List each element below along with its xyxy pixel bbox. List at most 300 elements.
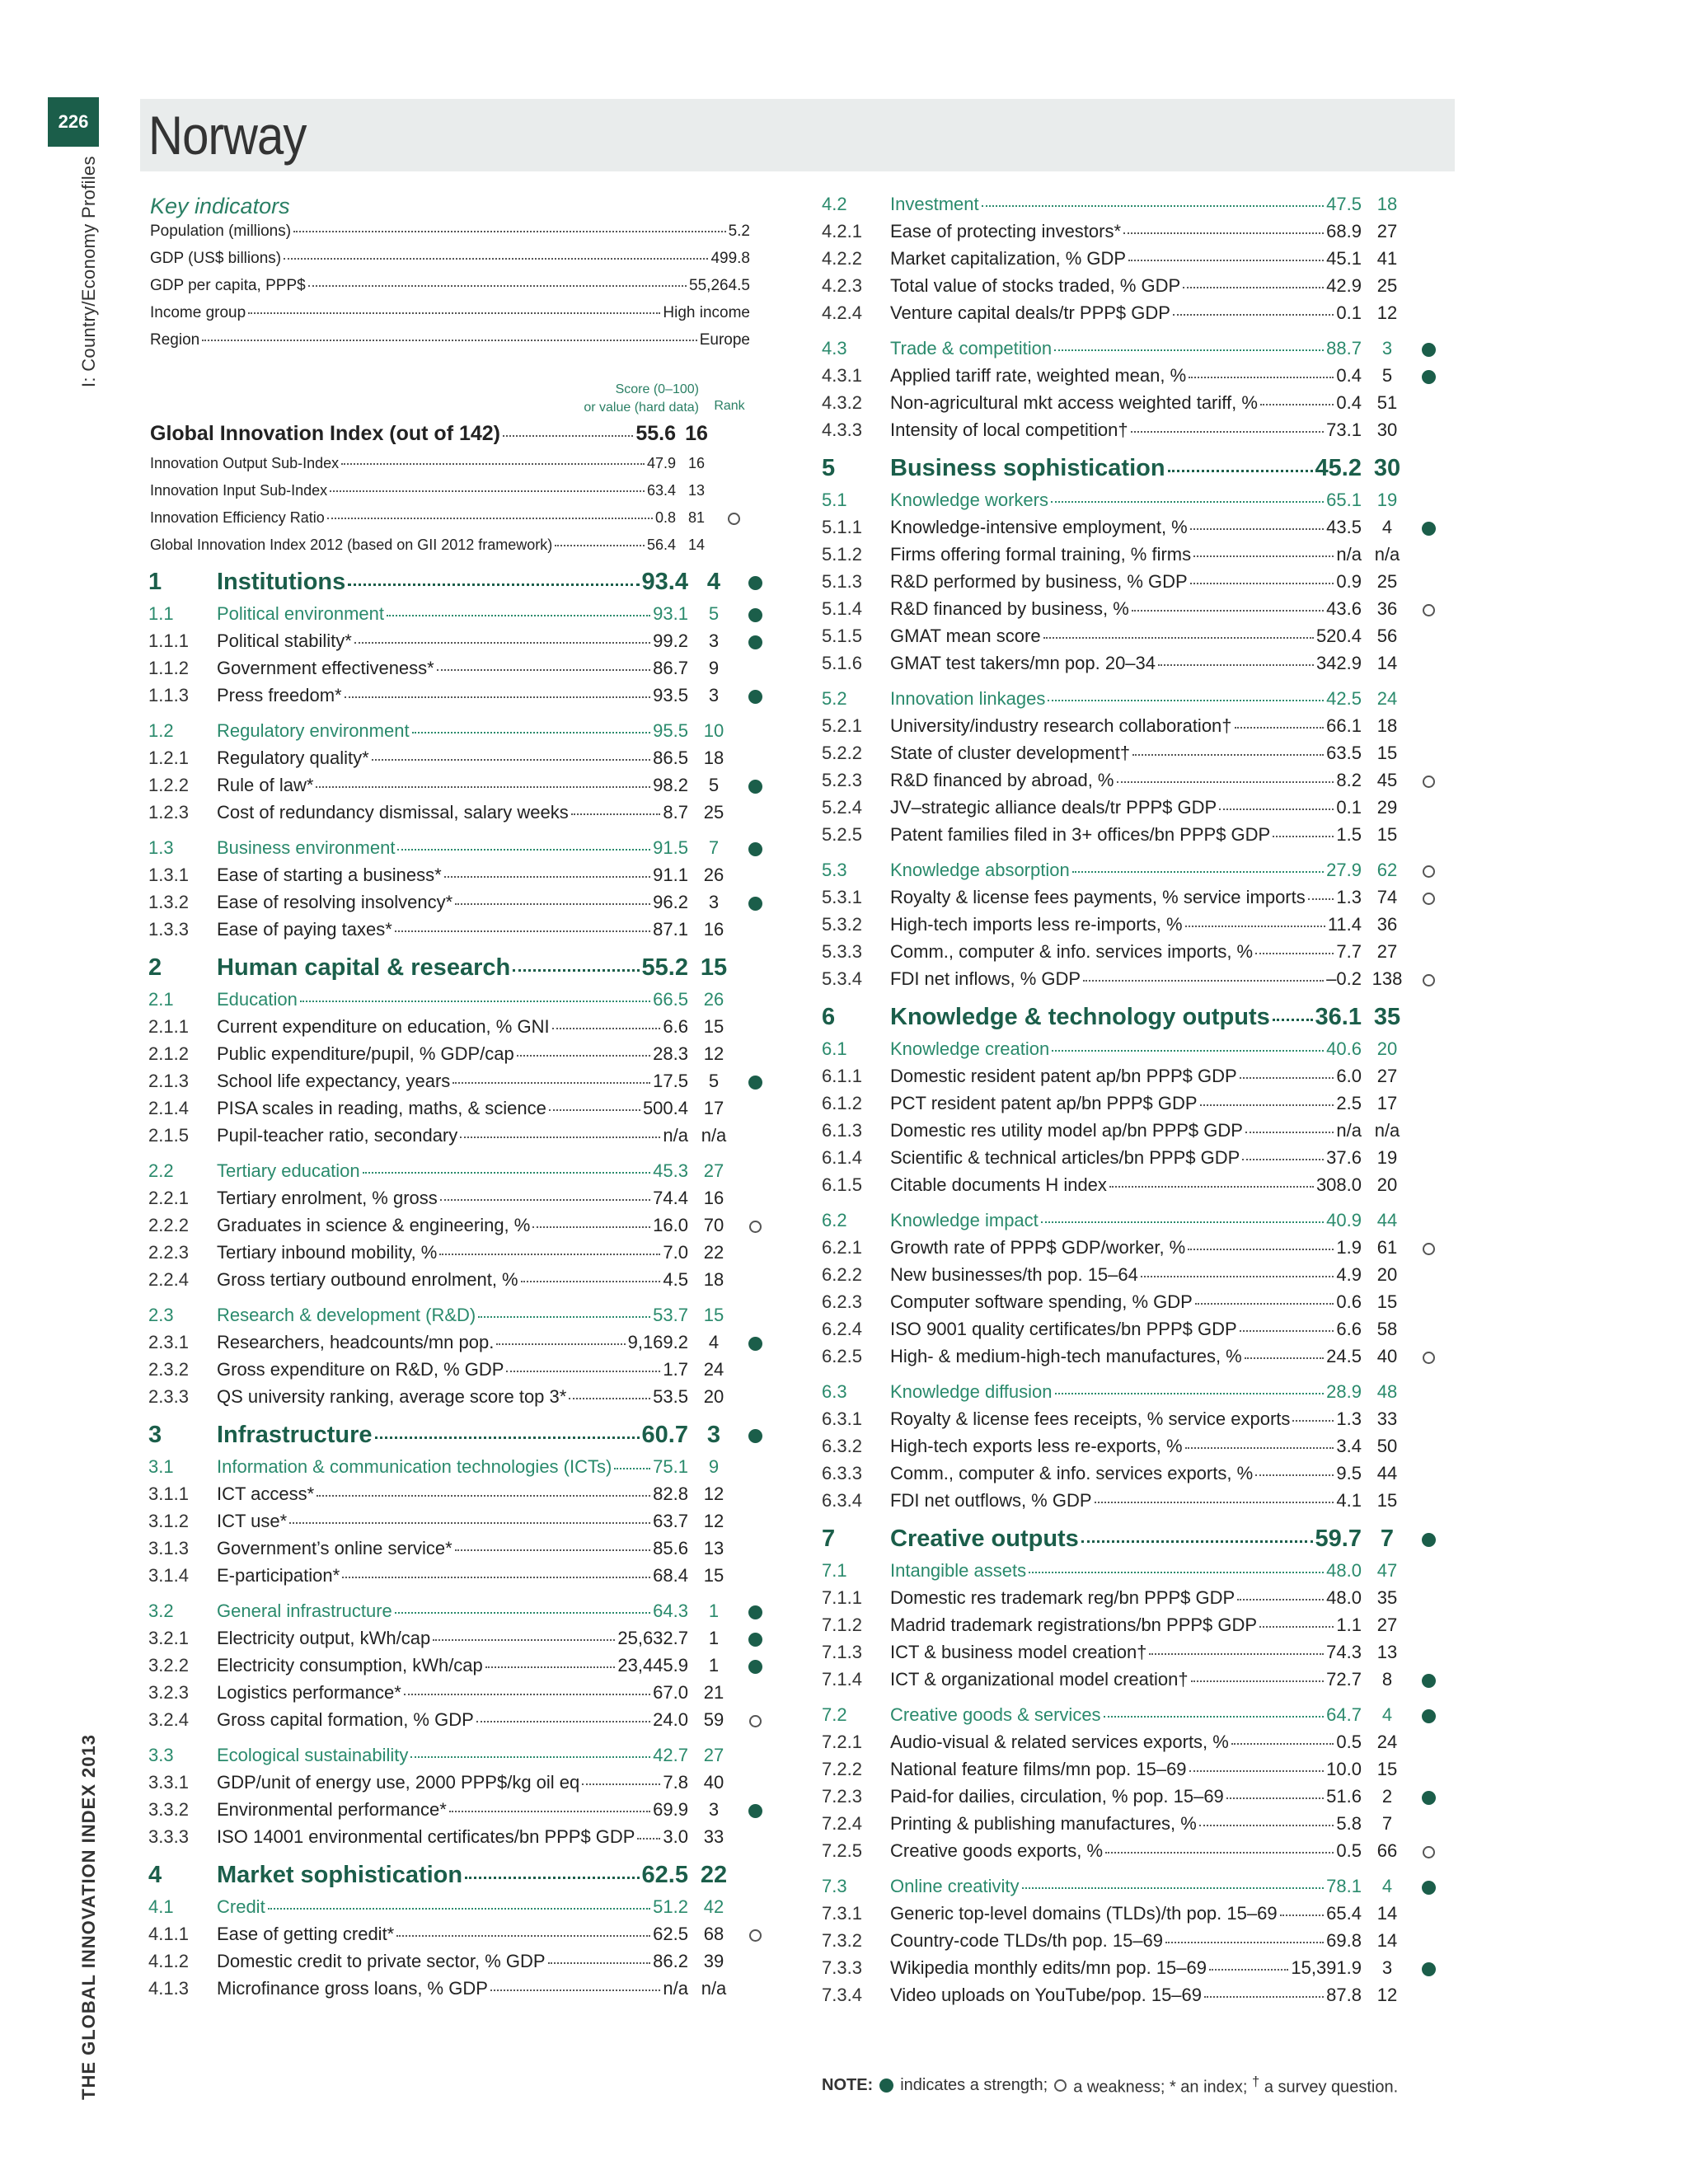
indicator-number: 5.3: [822, 860, 847, 880]
indicator-number: 4.2: [822, 194, 847, 214]
indicator-value: 6.6: [663, 1016, 688, 1037]
label-wrap: [217, 569, 688, 596]
indicator-value: 7.7: [1336, 941, 1362, 962]
indicator-label: Country-code TLDs/th pop. 15–69: [890, 1930, 1164, 1951]
indicator-rank: 33: [1376, 1408, 1398, 1429]
dot-leader: [1193, 555, 1334, 557]
indicator-row: [148, 1799, 771, 1826]
indicator-rank: 62: [1376, 860, 1398, 880]
label-wrap: [217, 837, 688, 859]
indicator-rank: 15: [1376, 1490, 1398, 1511]
dot-leader: [1081, 1540, 1313, 1543]
indicator-number: 7.2.3: [822, 1786, 862, 1807]
indicator-label: Political stability*: [217, 630, 352, 651]
indicator-label: Electricity output, kWh/cap: [217, 1628, 431, 1648]
indicator-rank: 14: [1376, 1930, 1398, 1951]
indicator-section: [822, 455, 1444, 680]
indicator-label: State of cluster development†: [890, 743, 1131, 763]
indicator-row: [148, 1098, 771, 1125]
strength-marker-icon: [748, 635, 762, 649]
indicator-row: [822, 1120, 1444, 1147]
marker-cell: [1413, 1959, 1444, 1977]
marker-cell: [1413, 861, 1444, 879]
indicator-rank: 59: [703, 1709, 724, 1730]
indicator-label: Firms offering formal training, % firms: [890, 544, 1192, 565]
indicator-value: n/a: [1336, 1120, 1362, 1141]
indicator-value: n/a: [663, 1978, 688, 1999]
indicator-number: 6.3.4: [822, 1490, 862, 1511]
dot-leader: [1195, 1303, 1334, 1305]
indicator-rank: 19: [1376, 490, 1398, 510]
indicator-label: Video uploads on YouTube/pop. 15–69: [890, 1985, 1203, 2005]
indicator-label: ISO 9001 quality certificates/bn PPP$ GDP: [890, 1319, 1237, 1339]
key-indicator-value: 55,264.5: [689, 277, 750, 294]
label-wrap: [890, 1210, 1362, 1231]
indicator-rank: 3: [708, 630, 720, 651]
gii-label: Innovation Output Sub-Index: [150, 455, 340, 471]
indicator-label: GDP/unit of energy use, 2000 PPP$/kg oil eq: [217, 1772, 580, 1793]
indicator-value: 1.9: [1336, 1237, 1362, 1258]
indicator-rank: 9: [708, 658, 720, 678]
label-wrap: [217, 1016, 688, 1038]
indicator-label: R&D performed by business, % GDP: [890, 571, 1188, 592]
indicator-value: 0.1: [1336, 797, 1362, 818]
indicator-value: 3.4: [1336, 1436, 1362, 1456]
indicator-number: 5.1: [822, 490, 847, 510]
indicator-label: Tertiary enrolment, % gross: [217, 1188, 438, 1208]
dot-leader: [455, 1549, 650, 1551]
indicator-row: [822, 302, 1444, 330]
indicator-row: [148, 1511, 771, 1538]
indicator-value: 4.5: [663, 1269, 688, 1290]
marker-cell: [739, 1657, 771, 1675]
gii-row: [150, 455, 750, 482]
indicator-value: 15,391.9: [1291, 1957, 1362, 1978]
indicator-label: Cost of redundancy dismissal, salary weeks: [217, 802, 569, 823]
indicator-row: [822, 1264, 1444, 1291]
indicator-value: 36.1: [1315, 1004, 1362, 1030]
strength-marker-icon: [748, 1633, 762, 1647]
label-wrap: [890, 1669, 1362, 1690]
marker-cell: [1413, 1877, 1444, 1896]
indicator-number: 3.2.2: [148, 1655, 189, 1675]
side-label-section: I: Country/Economy Profiles: [78, 156, 99, 387]
indicator-label: Infrastructure: [217, 1422, 373, 1448]
pillar-row: [148, 1422, 771, 1456]
dot-leader: [552, 1028, 661, 1029]
indicator-value: 75.1: [653, 1456, 688, 1477]
dot-leader: [506, 1371, 660, 1372]
indicator-section: [822, 1210, 1444, 1373]
gii-value: 55.6: [635, 422, 676, 445]
indicator-rank: 18: [1376, 194, 1398, 214]
label-wrap: [217, 1896, 688, 1918]
dot-leader: [1104, 1716, 1325, 1718]
label-wrap: [890, 1903, 1362, 1924]
dot-leader: [1041, 1221, 1324, 1223]
label-wrap: [890, 1120, 1362, 1141]
dot-leader: [293, 231, 726, 232]
label-wrap: [217, 1043, 688, 1065]
indicator-row: [822, 1066, 1444, 1093]
indicator-rank: 36: [1376, 598, 1398, 619]
indicator-number: 1.3: [148, 837, 174, 858]
indicator-value: 43.5: [1326, 517, 1362, 537]
key-indicator-value: 5.2: [728, 223, 750, 240]
indicator-number: 4.3.3: [822, 419, 862, 440]
indicator-number: 1.1.3: [148, 685, 189, 705]
indicator-label: Venture capital deals/tr PPP$ GDP: [890, 302, 1170, 323]
label-wrap: [890, 1319, 1362, 1340]
dot-leader: [439, 1254, 660, 1255]
label-wrap: [890, 1291, 1362, 1313]
indicator-rank: 15: [703, 1016, 724, 1037]
indicator-number: 4.2.2: [822, 248, 862, 269]
label-wrap: [217, 919, 688, 940]
indicator-value: 0.6: [1336, 1291, 1362, 1312]
subpillar-row: [822, 194, 1444, 221]
indicator-number: 5.3.4: [822, 968, 862, 989]
indicator-label: Applied tariff rate, weighted mean, %: [890, 365, 1187, 386]
dot-leader: [248, 312, 660, 314]
indicator-rank: 5: [708, 603, 720, 624]
label-wrap: [217, 1601, 688, 1622]
indicator-number: 6.2.2: [822, 1264, 862, 1285]
dot-leader: [1055, 1393, 1325, 1394]
gii-row: [150, 482, 750, 509]
indicator-number: 7.2: [822, 1704, 847, 1725]
label-wrap: [217, 1511, 688, 1532]
side-label-publication: THE GLOBAL INNOVATION INDEX 2013: [78, 1734, 99, 2100]
indicator-row: [148, 1125, 771, 1152]
label-wrap: [890, 1930, 1362, 1952]
label-wrap: [217, 1305, 688, 1326]
indicator-rank: 12: [703, 1483, 724, 1504]
indicator-row: [822, 1615, 1444, 1642]
indicator-value: 0.4: [1336, 365, 1362, 386]
dot-leader: [1190, 528, 1324, 530]
label-wrap: [890, 653, 1362, 674]
indicator-number: 7.1.1: [822, 1587, 862, 1608]
label-wrap: [150, 509, 676, 527]
label-wrap: [890, 1004, 1362, 1031]
indicator-label: Domestic resident patent ap/bn PPP$ GDP: [890, 1066, 1237, 1086]
indicator-number: 5.3.2: [822, 914, 862, 935]
indicator-label: ICT use*: [217, 1511, 288, 1531]
indicator-label: R&D financed by business, %: [890, 598, 1129, 619]
indicator-rank: 25: [703, 802, 724, 823]
indicator-rank: 20: [1376, 1264, 1398, 1285]
indicator-value: n/a: [663, 1125, 688, 1146]
indicator-rank: n/a: [701, 1978, 727, 1999]
indicator-number: 4.2.3: [822, 275, 862, 296]
dot-leader: [571, 813, 661, 815]
indicator-value: 64.3: [653, 1601, 688, 1621]
indicator-section: [148, 1862, 771, 2005]
indicator-rank: 74: [1376, 887, 1398, 907]
label-wrap: [890, 1985, 1362, 2006]
indicator-rank: n/a: [701, 1125, 727, 1146]
dot-leader: [363, 1172, 651, 1174]
key-indicators-rows: [150, 223, 750, 359]
indicator-number: 6.1.4: [822, 1147, 862, 1168]
indicator-rank: 30: [1373, 455, 1401, 481]
weakness-marker-icon: [1423, 604, 1435, 616]
label-wrap: [217, 630, 688, 652]
indicator-row: [822, 1642, 1444, 1669]
subpillar-row: [148, 1160, 771, 1188]
indicator-label: QS university ranking, average score top 3*: [217, 1386, 567, 1407]
indicator-label: Tertiary education: [217, 1160, 360, 1181]
indicator-value: 3.0: [663, 1826, 688, 1847]
country-title: Norway: [148, 105, 307, 166]
indicator-value: 342.9: [1315, 653, 1362, 673]
dot-leader: [1128, 260, 1324, 261]
label-wrap: [217, 603, 688, 625]
indicator-value: 69.9: [653, 1799, 688, 1820]
indicator-row: [822, 1346, 1444, 1373]
indicator-rank: 3: [1381, 1957, 1393, 1978]
indicator-section: [822, 860, 1444, 996]
indicator-number: 4.1.1: [148, 1924, 189, 1944]
indicator-number: 5.2: [822, 688, 847, 709]
indicator-value: 40.9: [1326, 1210, 1362, 1230]
subpillar-row: [148, 1745, 771, 1772]
indicator-value: 308.0: [1315, 1174, 1362, 1195]
indicator-rank: 12: [703, 1043, 724, 1064]
indicator-label: ICT access*: [217, 1483, 315, 1504]
note: [822, 2074, 1398, 2097]
indicator-number: 6: [822, 1004, 836, 1030]
indicator-value: 78.1: [1326, 1876, 1362, 1896]
indicator-row: [822, 1408, 1444, 1436]
indicator-number: 5.2.4: [822, 797, 862, 818]
indicator-row: [148, 1215, 771, 1242]
indicator-rank: 29: [1376, 797, 1398, 818]
dot-leader: [1109, 1186, 1314, 1188]
indicator-row: [148, 685, 771, 712]
indicator-number: 1.2.2: [148, 775, 189, 795]
indicator-row: [822, 1093, 1444, 1120]
label-wrap: [890, 1381, 1362, 1403]
indicator-number: 2.2.1: [148, 1188, 189, 1208]
indicator-value: 48.0: [1326, 1587, 1362, 1608]
dot-leader: [308, 285, 687, 287]
dot-leader: [316, 786, 650, 788]
indicator-value: 7.8: [663, 1772, 688, 1793]
indicator-row: [148, 1628, 771, 1655]
gii-label: Innovation Input Sub-Index: [150, 482, 328, 499]
label-wrap: [217, 1269, 688, 1291]
indicator-label: FDI net inflows, % GDP: [890, 968, 1081, 989]
indicator-rank: 50: [1376, 1436, 1398, 1456]
indicator-value: 9.5: [1336, 1463, 1362, 1483]
marker-cell: [739, 605, 771, 623]
indicator-label: GMAT mean score: [890, 626, 1041, 646]
marker-cell: [739, 1925, 771, 1943]
dot-leader: [1185, 1447, 1334, 1449]
indicator-value: 93.4: [641, 569, 688, 595]
indicator-row: [822, 914, 1444, 941]
indicator-label: Rule of law*: [217, 775, 314, 795]
indicator-label: National feature films/mn pop. 15–69: [890, 1759, 1187, 1779]
indicator-value: 73.1: [1326, 419, 1362, 440]
indicator-number: 3.1.4: [148, 1565, 189, 1586]
indicator-number: 5.1.1: [822, 517, 862, 537]
dot-leader: [1240, 1077, 1334, 1079]
indicator-row: [822, 1147, 1444, 1174]
label-wrap: [890, 544, 1362, 565]
strength-marker-icon: [748, 1605, 762, 1619]
indicator-label: Creative outputs: [890, 1526, 1079, 1552]
indicator-row: [822, 1985, 1444, 2012]
indicator-value: 17.5: [653, 1071, 688, 1091]
subpillar-row: [822, 1381, 1444, 1408]
indicator-value: n/a: [1336, 544, 1362, 565]
indicator-rank: 7: [1380, 1526, 1395, 1552]
indicator-section: [148, 1160, 771, 1296]
indicator-rank: 36: [1376, 914, 1398, 935]
label-wrap: [890, 1436, 1362, 1457]
indicator-number: 3.1.1: [148, 1483, 189, 1504]
label-wrap: [217, 1655, 688, 1676]
dot-leader: [496, 1343, 625, 1345]
indicator-label: Human capital & research: [217, 954, 511, 981]
label-wrap: [150, 422, 676, 446]
label-wrap: [890, 1066, 1362, 1087]
gii-label: Innovation Efficiency Ratio: [150, 509, 325, 526]
indicator-value: 4.1: [1336, 1490, 1362, 1511]
label-wrap: [890, 1876, 1362, 1897]
indicator-label: Government’s online service*: [217, 1538, 452, 1558]
key-indicator-label: GDP per capita, PPP$: [150, 277, 306, 294]
indicator-number: 7.1.4: [822, 1669, 862, 1690]
indicator-label: ISO 14001 environmental certificates/bn PPP$ GDP: [217, 1826, 635, 1847]
dot-leader: [1190, 583, 1334, 584]
indicator-value: 6.6: [1336, 1319, 1362, 1339]
label-wrap: [217, 1098, 688, 1119]
label-wrap: [890, 1463, 1362, 1484]
indicator-section: [148, 1601, 771, 1736]
indicator-label: Knowledge-intensive employment, %: [890, 517, 1188, 537]
indicator-rank: 66: [1376, 1840, 1398, 1861]
indicator-number: 2.1.5: [148, 1125, 189, 1146]
dot-leader: [396, 1935, 650, 1937]
indicator-value: 24.0: [653, 1709, 688, 1730]
label-wrap: [217, 1071, 688, 1092]
label-wrap: [890, 1587, 1362, 1609]
label-wrap: [217, 1332, 688, 1353]
indicator-rank: 40: [1376, 1346, 1398, 1366]
indicator-rank: 3: [1381, 338, 1393, 359]
indicator-label: Pupil-teacher ratio, secondary: [217, 1125, 458, 1146]
indicator-number: 4.1.3: [148, 1978, 189, 1999]
indicator-value: 74.4: [653, 1188, 688, 1208]
indicator-number: 2.1.1: [148, 1016, 189, 1037]
indicator-row: [148, 1772, 771, 1799]
strength-marker-icon: [748, 1429, 762, 1443]
indicator-label: Knowledge workers: [890, 490, 1048, 510]
indicator-label: Wikipedia monthly edits/mn pop. 15–69: [890, 1957, 1207, 1978]
indicator-value: 0.4: [1336, 392, 1362, 413]
indicator-label: Business sophistication: [890, 455, 1165, 481]
indicator-number: 7.3.4: [822, 1985, 862, 2005]
indicator-value: 5.8: [1336, 1813, 1362, 1834]
dot-leader: [1048, 700, 1324, 701]
indicator-label: Education: [217, 989, 298, 1010]
marker-cell: [1413, 600, 1444, 618]
indicator-value: 53.7: [653, 1305, 688, 1325]
indicator-row: [148, 1826, 771, 1854]
pillar-row: [822, 455, 1444, 490]
dot-leader: [1105, 1852, 1334, 1854]
label-wrap: [217, 1215, 688, 1236]
label-wrap: [890, 1038, 1362, 1060]
indicator-number: 1.2.3: [148, 802, 189, 823]
dot-leader: [341, 463, 645, 465]
indicator-number: 6.1.1: [822, 1066, 862, 1086]
gii-label: Global Innovation Index 2012 (based on GII 2012 framework): [150, 537, 553, 553]
indicator-number: 4: [148, 1862, 162, 1888]
indicator-label: ICT & business model creation†: [890, 1642, 1147, 1662]
indicator-label: Intangible assets: [890, 1560, 1027, 1581]
indicator-rank: 30: [1376, 419, 1398, 440]
indicator-label: Researchers, headcounts/mn pop.: [217, 1332, 495, 1352]
indicator-rank: 15: [1376, 1291, 1398, 1312]
indicator-section: [148, 837, 771, 946]
strength-marker-icon: [1422, 1674, 1436, 1688]
indicator-label: Tertiary inbound mobility, %: [217, 1242, 438, 1263]
indicator-label: Ecological sustainability: [217, 1745, 409, 1765]
dot-leader: [444, 876, 650, 878]
indicator-number: 5.2.3: [822, 770, 862, 790]
label-wrap: [150, 455, 676, 472]
indicator-rank: 4: [1381, 517, 1393, 537]
indicator-rank: 24: [1376, 1732, 1398, 1752]
indicator-number: 7.1.2: [822, 1615, 862, 1635]
indicator-row: [148, 1924, 771, 1951]
dot-leader: [404, 1694, 650, 1695]
label-wrap: [217, 1745, 688, 1766]
indicator-row: [822, 392, 1444, 419]
indicator-rank: 1: [708, 1628, 720, 1648]
indicator-number: 5.3.1: [822, 887, 862, 907]
indicator-rank: 14: [1376, 653, 1398, 673]
indicator-value: 87.1: [653, 919, 688, 940]
indicator-label: PCT resident patent ap/bn PPP$ GDP: [890, 1093, 1198, 1113]
marker-cell: [1413, 771, 1444, 790]
indicator-rank: 51: [1376, 392, 1398, 413]
dot-leader: [1132, 610, 1324, 612]
label-wrap: [890, 221, 1362, 242]
indicator-value: 24.5: [1326, 1346, 1362, 1366]
indicator-number: 2.3.1: [148, 1332, 189, 1352]
indicator-label: Ease of resolving insolvency*: [217, 892, 453, 912]
label-wrap: [217, 892, 688, 913]
indicator-number: 3.3.3: [148, 1826, 189, 1847]
indicator-value: 86.5: [653, 748, 688, 768]
indicator-label: Regulatory quality*: [217, 748, 369, 768]
label-wrap: [890, 1147, 1362, 1169]
label-wrap: [217, 1628, 688, 1649]
dot-leader: [268, 1908, 650, 1910]
indicator-rank: 27: [1376, 1066, 1398, 1086]
label-wrap: [890, 365, 1362, 387]
indicator-rank: 20: [1376, 1174, 1398, 1195]
weakness-marker-icon: [1423, 776, 1435, 788]
dot-leader: [375, 1436, 640, 1439]
subpillar-row: [148, 1896, 771, 1924]
